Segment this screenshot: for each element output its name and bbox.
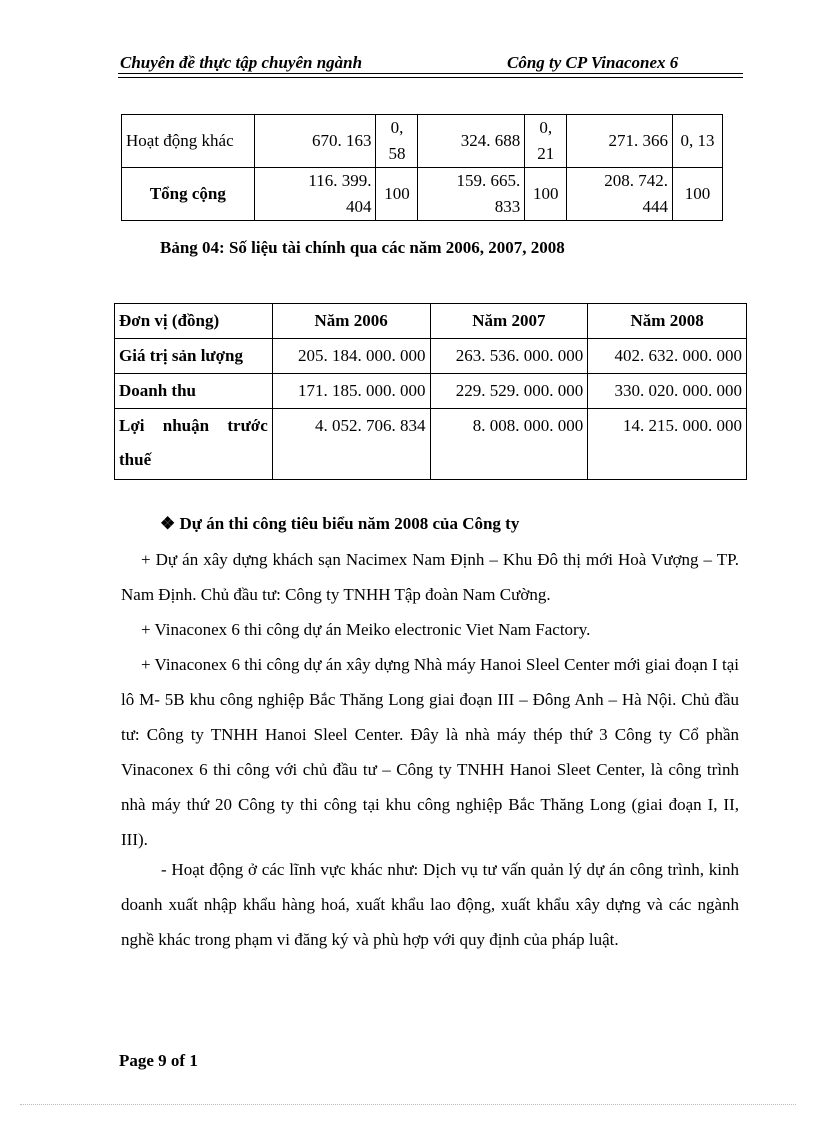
table-row-total <box>122 168 723 221</box>
header-rule-thin <box>118 77 743 78</box>
table-header-row <box>115 304 747 339</box>
row-label: Lợi nhuận trước thuế <box>115 409 273 480</box>
section-title: Dự án thi công tiêu biểu năm 2008 của Công ty <box>179 514 520 533</box>
financial-table <box>114 303 747 480</box>
diamond-bullet-icon: ❖ <box>160 514 176 533</box>
cell-value: 271. 366 <box>567 115 673 168</box>
cell-value: 229. 529. 000. 000 <box>430 374 588 409</box>
cell-percent: 0, 58 <box>376 115 418 168</box>
paragraph-4: - Hoạt động ở các lĩnh vực khác như: Dịch vụ tư vấn quản lý dự án công trình, kinh doanh xuất nhập khẩu hàng hoá, xuất khẩu lao động, xuất khẩu xây dựng và các ngành nghề khác trong phạm vi đăng ký và phù hợp với quy định của pháp luật. <box>121 860 739 949</box>
paragraph-2: + Vinaconex 6 thi công dự án Meiko electronic Viet Nam Factory. <box>141 620 591 639</box>
row-label: Doanh thu <box>115 374 273 409</box>
paragraph-1: + Dự án xây dựng khách sạn Nacimex Nam Định – Khu Đô thị mới Hoà Vượng – TP. Nam Định. Chủ đầu tư: Công ty TNHH Tập đoàn Nam Cường. <box>121 550 739 604</box>
table-row <box>115 374 747 409</box>
cell-value-line1: 159. 665. <box>456 171 521 190</box>
header-unit <box>115 304 273 339</box>
cell-value: 171. 185. 000. 000 <box>272 374 430 409</box>
cell-value <box>567 168 673 221</box>
header-unit-text: Đơn vị (đồng) <box>119 311 220 330</box>
cell-percent: 0, 21 <box>525 115 567 168</box>
cell-percent: 100 <box>525 168 567 221</box>
header-right-title: Công ty CP Vinaconex 6 <box>507 53 679 72</box>
page-bottom-divider <box>20 1104 796 1105</box>
table-row <box>115 339 747 374</box>
cell-value-line1: 116. 399. <box>308 171 372 190</box>
page-number: Page 9 of 1 <box>119 1051 198 1070</box>
cell-value <box>254 168 376 221</box>
table-caption: Bảng 04: Số liệu tài chính qua các năm 2006, 2007, 2008 <box>160 238 565 257</box>
row-label: Tổng cộng <box>122 168 255 221</box>
table-row <box>115 409 747 480</box>
cell-value: 8. 008. 000. 000 <box>430 409 588 480</box>
header-left-title: Chuyên đề thực tập chuyên ngành <box>120 53 363 72</box>
header-rule <box>118 73 743 74</box>
row-label: Hoạt động khác <box>122 115 255 168</box>
row-label: Giá trị sản lượng <box>115 339 273 374</box>
section-heading <box>160 514 519 534</box>
cell-value-line2: 404 <box>345 197 372 216</box>
cell-value: 14. 215. 000. 000 <box>588 409 747 480</box>
table-row <box>122 115 723 168</box>
cell-value-line2: 444 <box>642 197 668 216</box>
revenue-structure-table <box>121 114 723 221</box>
cell-value-line1: 208. 742. <box>604 171 668 190</box>
cell-percent: 100 <box>376 168 418 221</box>
header-year-2007: Năm 2007 <box>430 304 588 339</box>
cell-value: 4. 052. 706. 834 <box>272 409 430 480</box>
paragraph-3: + Vinaconex 6 thi công dự án xây dựng Nhà máy Hanoi Sleel Center mới giai đoạn I tại lô M- 5B khu công nghiệp Bắc Thăng Long giai đoạn III – Đông Anh – Hà Nội. Chủ đầu tư: Công ty TNHH Hanoi Sleel Center. Đây là nhà máy thép thứ 3 Công ty Cổ phần Vinaconex 6 thi công với chủ đầu tư – Công ty TNHH Hanoi Sleet Center, là công trình nhà máy thứ 20 Công ty thi công tại khu công nghiệp Bắc Thăng Long (giai đoạn I, II, III). <box>121 655 739 849</box>
cell-value: 402. 632. 000. 000 <box>588 339 747 374</box>
cell-value: 205. 184. 000. 000 <box>272 339 430 374</box>
cell-value: 324. 688 <box>418 115 525 168</box>
cell-value: 263. 536. 000. 000 <box>430 339 588 374</box>
cell-value <box>418 168 525 221</box>
cell-percent: 0, 13 <box>673 115 723 168</box>
cell-value: 330. 020. 000. 000 <box>588 374 747 409</box>
cell-percent: 100 <box>673 168 723 221</box>
header-year-2008: Năm 2008 <box>588 304 747 339</box>
header-year-2006: Năm 2006 <box>272 304 430 339</box>
cell-value-line2: 833 <box>494 197 521 216</box>
cell-value: 670. 163 <box>254 115 376 168</box>
